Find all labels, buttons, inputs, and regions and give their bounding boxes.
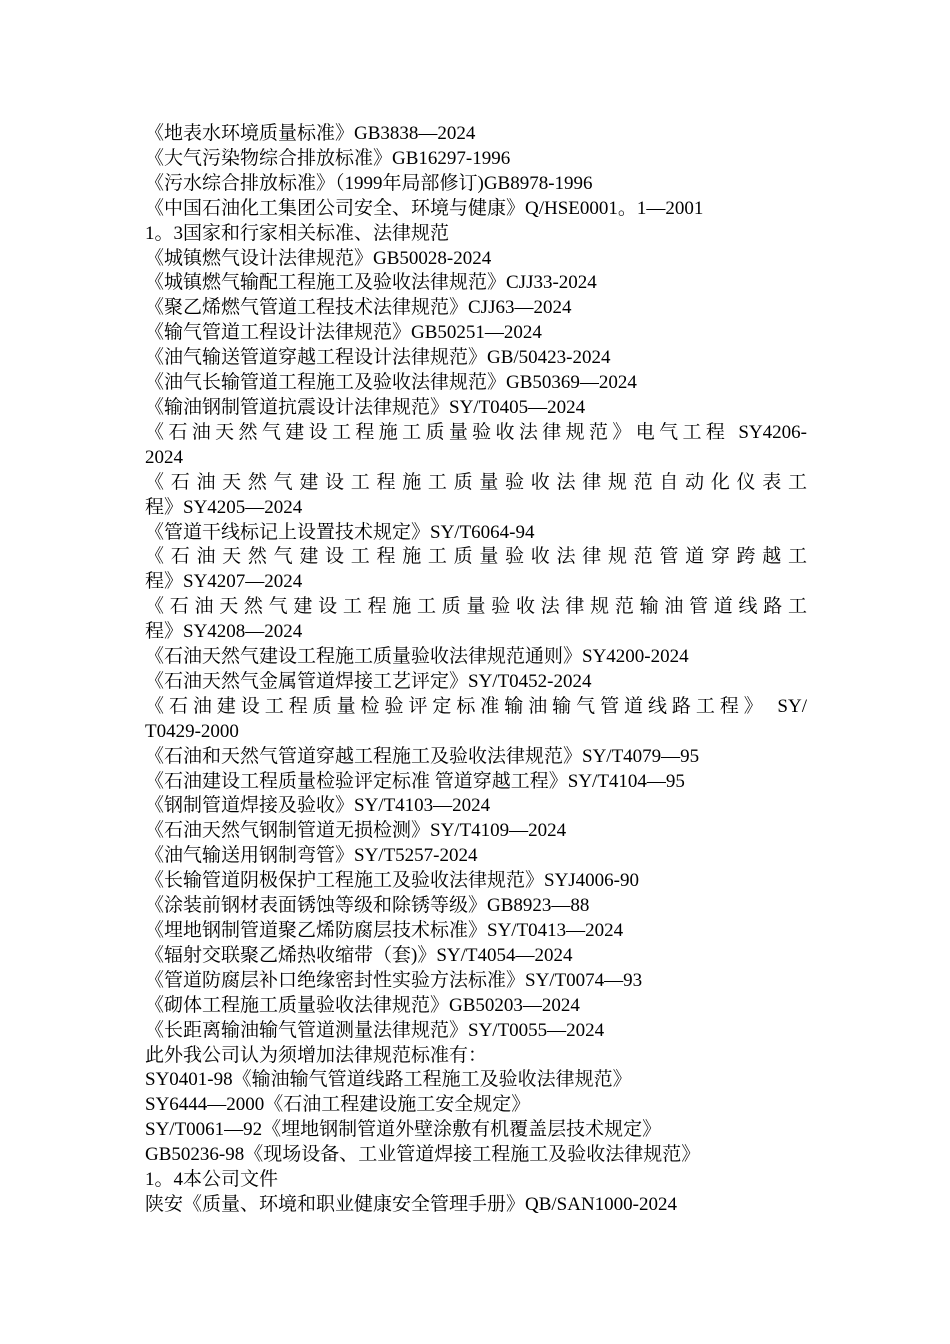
document-body	[145, 122, 807, 1218]
text-line: 《大气污染物综合排放标准》GB16297-1996	[145, 147, 511, 169]
text-line: 《钢制管道焊接及验收》SY/T4103—2024	[145, 795, 491, 817]
text-line: 2024	[145, 446, 183, 468]
text-line: 《埋地钢制管道聚乙烯防腐层技术标准》SY/T0413—2024	[145, 920, 624, 941]
text-line: 《输油钢制管道抗震设计法律规范》SY/T0405—2024	[145, 396, 586, 418]
text-line: 《长输管道阴极保护工程施工及验收法律规范》SYJ4006-90	[145, 870, 640, 892]
text-line: 《污水综合排放标准》（1999年局部修订)GB8978-1996	[145, 172, 593, 194]
text-line: 《地表水环境质量标准》GB3838—2024	[145, 123, 476, 144]
text-line: 陕安《质量、环境和职业健康安全管理手册》QB/SAN1000-2024	[145, 1193, 678, 1215]
text-line: 《砌体工程施工质量验收法律规范》GB50203—2024	[145, 994, 580, 1016]
text-line: 《中国石油化工集团公司安全、环境与健康》Q/HSE0001。1—2001	[145, 197, 704, 219]
text-line: 《石油建设工程质量检验评定标准 管道穿越工程》SY/T4104—95	[145, 770, 685, 792]
text-line: 1。3国家和行家相关标准、法律规范	[145, 222, 450, 244]
text-line: 《石油天然气建设工程施工质量验收法律规范管道穿跨越工	[145, 546, 807, 568]
text-line: 《涂装前钢材表面锈蚀等级和除锈等级》GB8923—88	[145, 895, 590, 917]
text-line: 《管道防腐层补口绝缘密封性实验方法标准》SY/T0074—93	[145, 969, 643, 991]
text-line: 《石油天然气建设工程施工质量验收法律规范自动化仪表工	[145, 471, 807, 493]
text-line: 程》SY4207—2024	[145, 571, 303, 593]
text-line: 《辐射交联聚乙烯热收缩带（套)》SY/T4054—2024	[145, 944, 573, 966]
text-line: 此外我公司认为须增加法律规范标准有：	[145, 1044, 488, 1066]
text-line: 程》SY4205—2024	[145, 496, 303, 518]
text-line: 《油气输送管道穿越工程设计法律规范》GB/50423-2024	[145, 347, 611, 369]
text-line: SY/T0061—92《埋地钢制管道外壁涂敷有机覆盖层技术规定》	[145, 1119, 662, 1141]
text-line: 《管道干线标记上设置技术规定》SY/T6064-94	[145, 521, 535, 543]
text-line: 《油气长输管道工程施工及验收法律规范》GB50369—2024	[145, 372, 637, 394]
text-line: 《石油天然气建设工程施工质量验收法律规范通则》SY4200-2024	[145, 646, 689, 668]
text-line: 《石油天然气建设工程施工质量验收法律规范输油管道线路工	[145, 596, 807, 618]
text-line: 1。4本公司文件	[145, 1169, 279, 1191]
text-line: 《石油天然气金属管道焊接工艺评定》SY/T0452-2024	[145, 670, 592, 692]
text-line: 《石油建设工程质量检验评定标准输油输气管道线路工程》 SY/	[145, 695, 807, 717]
text-line: SY0401-98《输油输气管道线路工程施工及验收法律规范》	[145, 1069, 632, 1091]
text-line: SY6444—2000《石油工程建设施工安全规定》	[145, 1094, 531, 1116]
text-line: 《长距离输油输气管道测量法律规范》SY/T0055—2024	[145, 1019, 605, 1041]
text-line: T0429-2000	[145, 720, 239, 742]
text-line: 《油气输送用钢制弯管》SY/T5257-2024	[145, 845, 478, 867]
text-line: 《城镇燃气输配工程施工及验收法律规范》CJJ33-2024	[145, 272, 597, 294]
text-line: 《石油和天然气管道穿越工程施工及验收法律规范》SY/T4079—95	[145, 745, 700, 767]
text-line: 《聚乙烯燃气管道工程技术法律规范》CJJ63—2024	[145, 297, 572, 319]
text-line: 程》SY4208—2024	[145, 621, 303, 643]
text-line: 《石油天然气建设工程施工质量验收法律规范》电气工程 SY4206-	[145, 421, 807, 443]
text-line: 《城镇燃气设计法律规范》GB50028-2024	[145, 247, 492, 269]
text-line: GB50236-98《现场设备、工业管道焊接工程施工及验收法律规范》	[145, 1144, 701, 1166]
text-line: 《石油天然气钢制管道无损检测》SY/T4109—2024	[145, 820, 567, 842]
text-line: 《输气管道工程设计法律规范》GB50251—2024	[145, 322, 542, 344]
